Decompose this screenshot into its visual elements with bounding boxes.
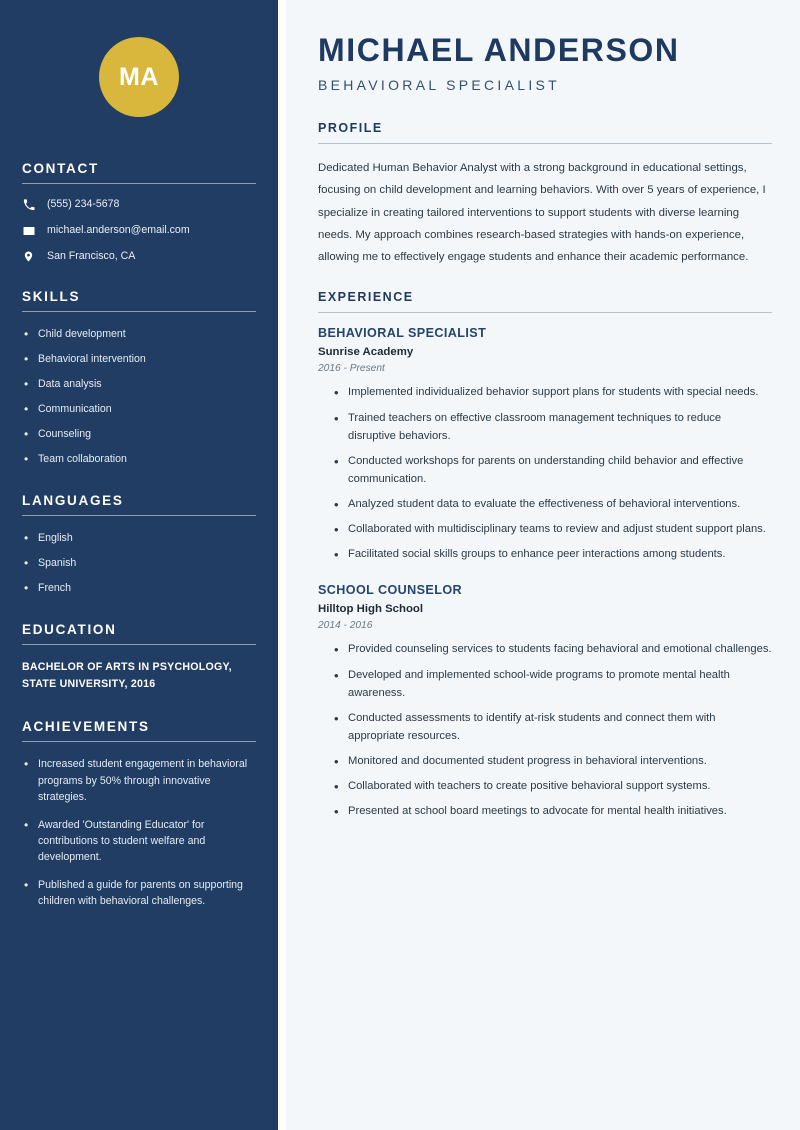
experience-bullet-list <box>318 383 772 563</box>
sidebar <box>0 0 278 1130</box>
experience-section <box>318 290 772 820</box>
list-item: • Published a guide for parents on supporting children with behavioral challenges. <box>22 877 256 910</box>
list-item: • Communication <box>22 401 256 417</box>
education-degree-line2: STATE UNIVERSITY, 2016 <box>22 678 156 691</box>
list-item: • Facilitated social skills groups to enhance peer interactions among students. <box>334 545 772 563</box>
experience-bullet-list <box>318 640 772 820</box>
experience-heading: EXPERIENCE <box>318 290 414 305</box>
list-item: • Spanish <box>22 555 256 571</box>
skills-section <box>22 289 256 467</box>
list-item: • English <box>22 530 256 546</box>
list-item: • Collaborated with multidisciplinary teams to review and adjust student support plans. <box>334 520 772 538</box>
list-item: • Implemented individualized behavior support plans for students with special needs. <box>334 383 772 401</box>
list-item: • Presented at school board meetings to advocate for mental health initiatives. <box>334 802 772 820</box>
job-role-subtitle: BEHAVIORAL SPECIALIST <box>318 77 561 94</box>
experience-entry <box>318 326 772 563</box>
profile-section <box>318 121 772 268</box>
list-item: • Increased student engagement in behavioral programs by 50% through innovative strategies. <box>22 756 256 805</box>
experience-title: SCHOOL COUNSELOR <box>318 583 463 598</box>
experience-divider <box>318 312 772 313</box>
profile-heading: PROFILE <box>318 121 383 136</box>
achievements-list <box>22 756 256 909</box>
list-item: • Provided counseling services to students facing behavioral and emotional challenges. <box>334 640 772 658</box>
contact-location-value: San Francisco, CA <box>47 249 136 262</box>
languages-list <box>22 530 256 596</box>
list-item: • Awarded 'Outstanding Educator' for contributions to student welfare and development. <box>22 817 256 866</box>
languages-section <box>22 493 256 596</box>
envelope-icon <box>22 225 35 237</box>
skills-divider <box>22 311 256 312</box>
skills-list <box>22 326 256 467</box>
skills-heading: SKILLS <box>22 289 81 305</box>
experience-dates: 2016 - Present <box>318 363 385 375</box>
contact-phone-row <box>22 198 256 212</box>
languages-divider <box>22 515 256 516</box>
experience-company: Sunrise Academy <box>318 346 414 359</box>
list-item: • French <box>22 580 256 596</box>
experience-title: BEHAVIORAL SPECIALIST <box>318 326 487 341</box>
profile-text: Dedicated Human Behavior Analyst with a strong background in educational settings, focusing on child development and learning behaviors. With over 5 years of experience, I specialize in creating tailored interventions to support students with diverse learning needs. My approach combines research-based strategies with hands-on experience, allowing me to effectively engage students and enhance their academic performance. <box>318 162 766 264</box>
achievements-heading: ACHIEVEMENTS <box>22 719 150 735</box>
education-divider <box>22 644 256 645</box>
profile-divider <box>318 143 772 144</box>
phone-icon <box>22 199 35 211</box>
list-item: • Conducted workshops for parents on understanding child behavior and effective communication. <box>334 452 772 488</box>
contact-phone-value: (555) 234-5678 <box>47 198 120 210</box>
contact-email-value: michael.anderson@email.com <box>47 223 190 236</box>
list-item: • Counseling <box>22 426 256 442</box>
list-item: • Team collaboration <box>22 451 256 467</box>
list-item: • Behavioral intervention <box>22 351 256 367</box>
list-item: • Trained teachers on effective classroom management techniques to reduce disruptive behaviors. <box>334 409 772 445</box>
map-pin-icon <box>22 250 35 263</box>
languages-heading: LANGUAGES <box>22 493 124 509</box>
main-content <box>286 0 800 1130</box>
achievements-section <box>22 719 256 909</box>
page-title: MICHAEL ANDERSON <box>318 32 680 68</box>
contact-section <box>22 161 256 263</box>
list-item: • Conducted assessments to identify at-risk students and connect them with appropriate resources. <box>334 709 772 745</box>
list-item: • Child development <box>22 326 256 342</box>
avatar-initials: MA <box>99 37 179 117</box>
experience-dates: 2014 - 2016 <box>318 620 373 632</box>
avatar-container <box>22 0 256 161</box>
contact-email-row <box>22 224 256 238</box>
contact-location-row <box>22 250 256 264</box>
contact-heading: CONTACT <box>22 161 99 176</box>
list-item: • Monitored and documented student progress in behavioral interventions. <box>334 752 772 770</box>
list-item: • Collaborated with teachers to create positive behavioral support systems. <box>334 777 772 795</box>
list-item: • Developed and implemented school-wide programs to promote mental health awareness. <box>334 666 772 702</box>
contact-divider <box>22 183 256 184</box>
list-item: • Analyzed student data to evaluate the effectiveness of behavioral interventions. <box>334 495 772 513</box>
achievements-divider <box>22 741 256 742</box>
list-item: • Data analysis <box>22 376 256 392</box>
education-degree-line1: BACHELOR OF ARTS IN PSYCHOLOGY, <box>22 661 232 674</box>
experience-entry <box>318 583 772 820</box>
education-heading: EDUCATION <box>22 622 117 638</box>
education-section <box>22 622 256 693</box>
experience-company: Hilltop High School <box>318 603 424 616</box>
column-gap <box>278 0 286 1130</box>
